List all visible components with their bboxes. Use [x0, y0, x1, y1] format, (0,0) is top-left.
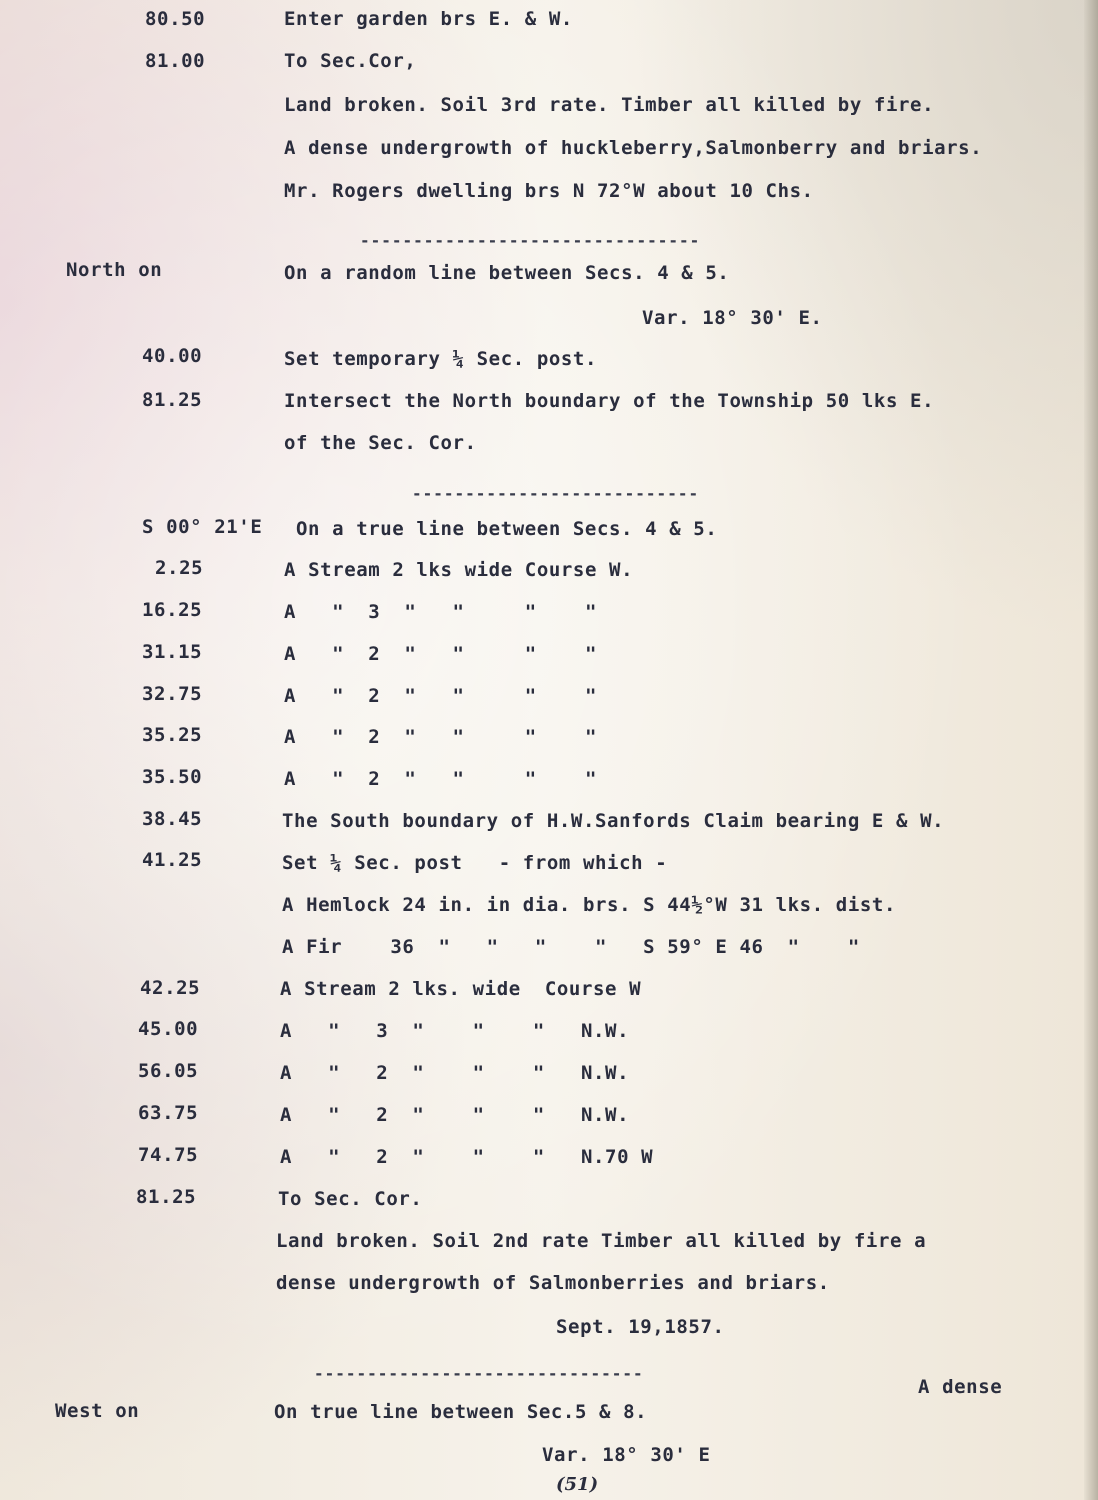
text-line: A Fir 36 " " " " S 59° E 46 " ": [282, 936, 860, 958]
page-edge-shadow: [1084, 0, 1098, 1500]
margin-entry: 16.25: [142, 599, 203, 621]
margin-entry: North on: [66, 259, 163, 281]
text-line: Set temporary ¼ Sec. post.: [284, 348, 598, 370]
text-line: Land broken. Soil 3rd rate. Timber all killed by fire.: [284, 94, 935, 116]
text-line: A dense undergrowth of huckleberry,Salmonberry and briars.: [284, 137, 983, 159]
margin-entry: 40.00: [142, 345, 203, 367]
margin-entry: West on: [55, 1400, 140, 1422]
margin-entry: 63.75: [138, 1102, 199, 1124]
text-line: Set ¼ Sec. post - from which -: [282, 852, 668, 874]
margin-entry: 45.00: [138, 1018, 199, 1040]
text-line: A " 2 " " " N.W.: [280, 1062, 630, 1084]
text-line: A " 2 " " " ": [284, 768, 598, 790]
page-number: (51): [556, 1474, 599, 1495]
margin-entry: 41.25: [142, 849, 203, 871]
margin-entry: 80.50: [145, 8, 206, 30]
divider-line: -------------------------------: [314, 1364, 644, 1383]
margin-entry: 38.45: [142, 808, 203, 830]
text-line: of the Sec. Cor.: [284, 432, 477, 454]
text-line: Var. 18° 30' E: [542, 1444, 711, 1466]
text-line: A " 2 " " " ": [284, 643, 598, 665]
margin-entry: 2.25: [155, 557, 204, 579]
margin-entry: 81.00: [145, 50, 206, 72]
text-line: Enter garden brs E. & W.: [284, 8, 573, 30]
text-line: A Hemlock 24 in. in dia. brs. S 44½°W 31 lks. dist.: [282, 894, 896, 916]
text-line: A Stream 2 lks. wide Course W: [280, 978, 642, 1000]
text-line: Var. 18° 30' E.: [642, 307, 823, 329]
margin-entry: 31.15: [142, 641, 203, 663]
text-line: Land broken. Soil 2nd rate Timber all killed by fire a: [276, 1230, 927, 1252]
text-line: Sept. 19,1857.: [556, 1316, 725, 1338]
margin-entry: 56.05: [138, 1060, 199, 1082]
text-line: dense undergrowth of Salmonberries and briars.: [276, 1272, 830, 1294]
text-line: A dense: [918, 1376, 1003, 1398]
margin-entry: 32.75: [142, 683, 203, 705]
text-line: A Stream 2 lks wide Course W.: [284, 559, 634, 581]
text-line: A " 2 " " " N.70 W: [280, 1146, 654, 1168]
text-line: A " 2 " " " N.W.: [280, 1104, 630, 1126]
text-line: To Sec.Cor,: [284, 50, 417, 72]
text-line: A " 3 " " " N.W.: [280, 1020, 630, 1042]
text-line: Mr. Rogers dwelling brs N 72°W about 10 Chs.: [284, 180, 814, 202]
margin-entry: 74.75: [138, 1144, 199, 1166]
text-line: To Sec. Cor.: [278, 1188, 423, 1210]
text-line: The South boundary of H.W.Sanfords Claim bearing E & W.: [282, 810, 945, 832]
text-line: On a random line between Secs. 4 & 5.: [284, 262, 730, 284]
margin-entry: 42.25: [140, 977, 201, 999]
text-line: On a true line between Secs. 4 & 5.: [296, 518, 718, 540]
margin-entry: 81.25: [142, 389, 203, 411]
text-line: A " 2 " " " ": [284, 685, 598, 707]
text-line: A " 2 " " " ": [284, 726, 598, 748]
divider-line: ---------------------------: [412, 484, 700, 503]
margin-entry: 35.25: [142, 724, 203, 746]
divider-line: --------------------------------: [360, 231, 701, 250]
margin-entry: S 00° 21'E: [142, 516, 263, 538]
text-line: Intersect the North boundary of the Township 50 lks E.: [284, 390, 935, 412]
text-line: On true line between Sec.5 & 8.: [274, 1401, 648, 1423]
margin-entry: 81.25: [136, 1186, 197, 1208]
margin-entry: 35.50: [142, 766, 203, 788]
text-line: A " 3 " " " ": [284, 601, 598, 623]
